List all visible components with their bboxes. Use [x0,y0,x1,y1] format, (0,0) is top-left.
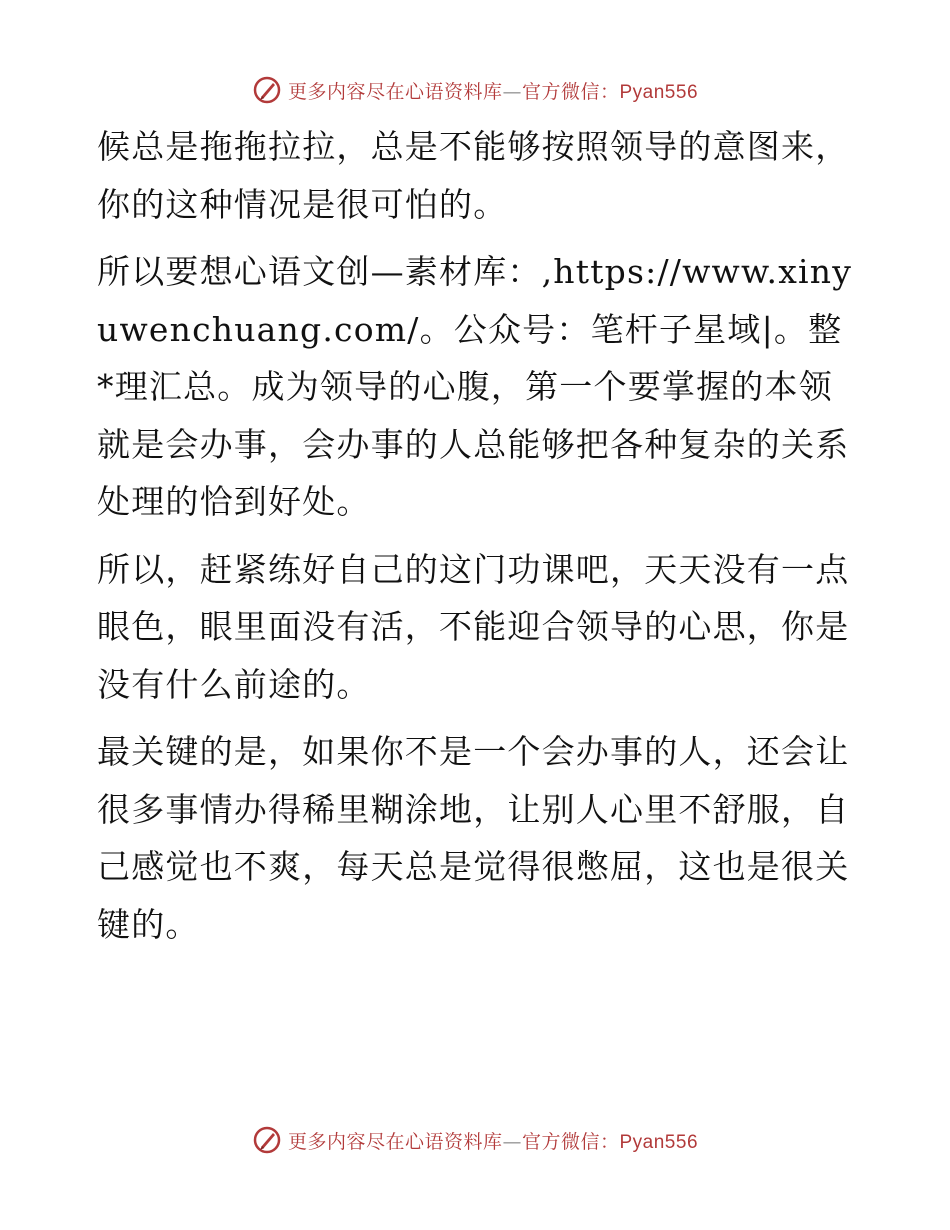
quill-pen-icon [252,75,282,105]
watermark-title: 更多内容尽在心语资料库 [287,1130,503,1153]
watermark-handle: Pyan556 [619,81,699,103]
paragraph-3: 所以，赶紧练好自己的这门功课吧，天天没有一点眼色，眼里面没有活，不能迎合领导的心思，你是没有什么前途的。 [97,549,850,704]
watermark-wechat-label: 官方微信： [521,80,620,103]
watermark-title: 更多内容尽在心语资料库 [287,80,503,103]
watermark-handle: Pyan556 [619,1131,699,1153]
document-body [97,118,857,963]
watermark-wechat-label: 官方微信： [521,1130,620,1153]
watermark-dash: — [502,80,522,103]
header-watermark [0,70,950,110]
paragraph-1: 候总是拖拖拉拉，总是不能够按照领导的意图来，你的这种情况是很可怕的。 [97,127,850,224]
footer-watermark [0,1120,950,1160]
paragraph-2: 所以要想心语文创—素材库：,https://www.xinyuwenchuang.com/。公众号：笔杆子星域|。整*理汇总。成为领导的心腹，第一个要掌握的本领就是会办事，会办事的人总能够把各种复杂的关系处理的恰到好处。 [97,252,853,521]
watermark-dash: — [502,1130,522,1153]
watermark-text [288,77,698,104]
quill-pen-icon [252,1125,282,1155]
watermark-text [288,1127,698,1154]
paragraph-4: 最关键的是，如果你不是一个会办事的人，还会让很多事情办得稀里糊涂地，让别人心里不舒服，自己感觉也不爽，每天总是觉得很憋屈，这也是很关键的。 [97,732,850,944]
